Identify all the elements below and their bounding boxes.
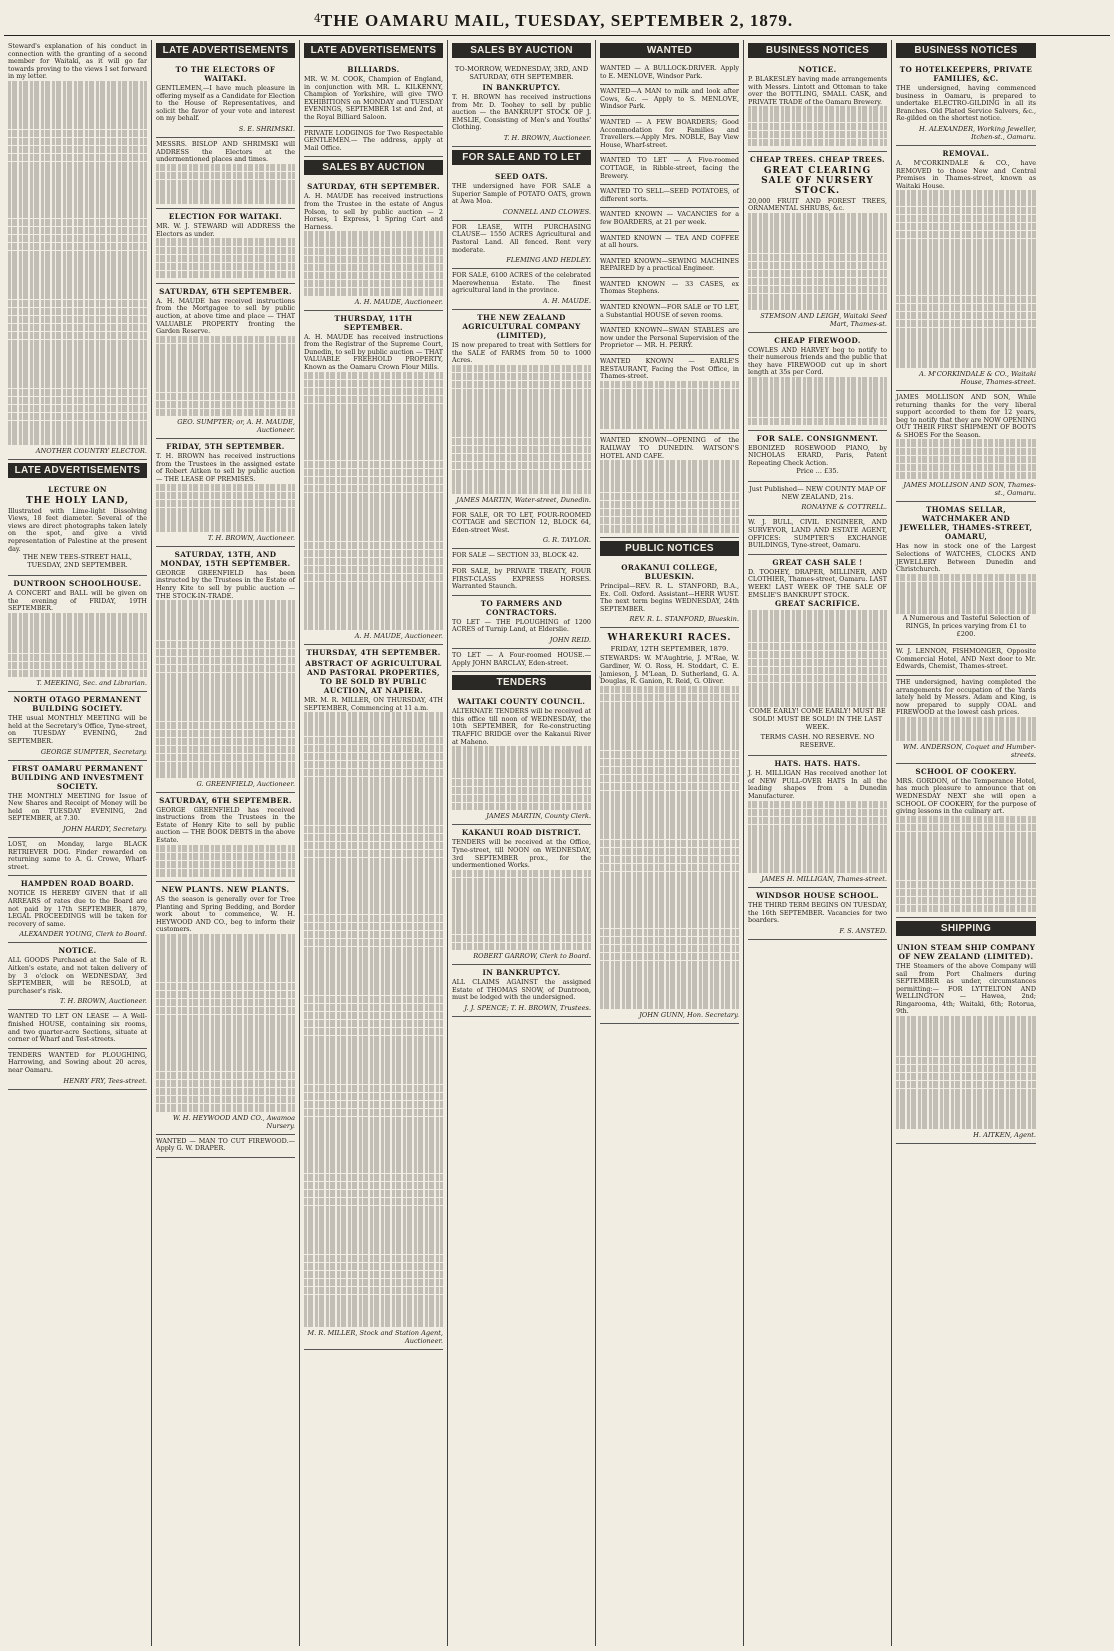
emslie-signature: T. H. BROWN, Auctioneer.: [503, 133, 591, 142]
section-sale-body: FOR SALE — SECTION 33, BLOCK 42.: [452, 551, 579, 560]
column-5: [596, 40, 744, 1646]
cookery-heading: SCHOOL OF COOKERY.: [915, 766, 1017, 776]
windsor-school-ad: [748, 888, 887, 940]
page-number: 4: [314, 12, 321, 25]
council-tender-ad: [452, 694, 591, 825]
section-wanted: WANTED: [600, 43, 739, 58]
cottage-body: FOR SALE, OR TO LET, FOUR-ROOMED COTTAGE and SECTION 12, BLOCK 64, Eden-street West.: [452, 510, 591, 534]
firewood-filler: [748, 377, 887, 425]
column-2: [152, 40, 300, 1646]
snow-claims-body: ALL CLAIMS AGAINST the assigned Estate of THOMAS SNOW, of Duntroon, must be lodged with the undersigned.: [452, 978, 591, 1002]
hats-heading: HATS. HATS. HATS.: [774, 759, 861, 769]
goods-notice-signature: T. H. BROWN, Auctioneer.: [59, 997, 147, 1006]
bull-body: W. J. BULL, CIVIL ENGINEER, AND SURVEYOR, LAND AND ESTATE AGENT, OFFICES: SUMPTER'S EXCHANGE BUILDINGS, Tyne-street, Oamaru.: [748, 518, 887, 550]
emslie-bankruptcy: IN BANKRUPTCY.: [482, 83, 561, 92]
new-plants-filler: [156, 934, 295, 1112]
gilding-heading: TO HOTELKEEPERS, PRIVATE FAMILIES, &C.: [899, 65, 1033, 83]
school-signature: F. S. ANSTED.: [839, 926, 887, 935]
county-map-ad: [748, 482, 887, 516]
council-signature: JAMES MARTIN, County Clerk.: [486, 812, 591, 821]
section-sale-ad: [452, 549, 591, 565]
college-body: Principal—REV. R. L. STANFORD, B.A., Ex. Coll. Oxford. Assistant—HERR WUST. The next term begins WEDNESDAY, 24th SEPTEMBER.: [600, 582, 739, 613]
polson-body: A. H. MAUDE has received instructions from the Trustee in the estate of Angus Polson, to sell by public auction — 2 Horses, 1 Express, 1 Spring Cart and Harness.: [304, 192, 443, 231]
contractors-heading: TO FARMERS AND CONTRACTORS.: [480, 598, 563, 617]
brewery-notice-body: P. BLAKESLEY having made arrangements with Messrs. Lintott and Ottoman to take over the BOTTLING, SMALL CASK, and PRIVATE TRADE of the Oamaru Brewery.: [748, 75, 887, 106]
lennon-ad: [896, 645, 1036, 676]
firewood-heading: CHEAP FIREWOOD.: [774, 335, 861, 345]
wanted-9-body: WANTED KNOWN — 33 CASES, ex Thomas Stephens.: [600, 279, 739, 296]
must-be-sold: COME EARLY! COME EARLY! MUST BE SOLD! MUST BE SOLD! IN THE LAST WEEK.: [749, 707, 886, 732]
steamship-signature: H. AITKEN, Agent.: [973, 1130, 1036, 1139]
clearing-sale-body: 20,000 FRUIT AND FOREST TREES, ORNAMENTAL SHRUBS, &c.: [748, 196, 887, 213]
council-body: ALTERNATE TENDERS will be received at this office till noon of WEDNESDAY, the 10th SEPTEMBER, for Re-constructing TRAFFIC BRIDGE over the Kakanui River at Maheno.: [452, 707, 591, 746]
book-debts-body: GEORGE GREENFIELD has received instructions from the Trustees in the Estate of Henry Kite to sell by public auction — THE BOOK DEBTS in the above Estate.: [156, 805, 295, 845]
wharekuri-races-ad: [600, 628, 739, 1024]
page-title: THE OAMARU MAIL, TUESDAY, SEPTEMBER 2, 1879.: [320, 10, 794, 30]
snow-claims-signature: J. J. SPENCE; T. H. BROWN, Trustees.: [464, 1004, 591, 1013]
seed-oats-signature: CONNELL AND CLOWES.: [502, 207, 591, 216]
stock-auction-filler: [156, 600, 295, 778]
lost-dog-ad: [8, 838, 147, 876]
removal-body: A. M'CORKINDALE & CO., have REMOVED to those New and Central Premises in Thames-street, known as Waitaki House.: [896, 158, 1036, 190]
wanted-13-body: WANTED KNOWN—OPENING of the RAILWAY TO DUNEDIN. WATSON'S HOTEL AND CAFE.: [600, 436, 739, 460]
first-oamaru-heading: FIRST OAMARU PERMANENT BUILDING AND INVESTMENT SOCIETY.: [11, 763, 144, 791]
lecture-body: Illustrated with Lime-light Dissolving Views, 18 feet diameter. Several of the views are direct photographs taken lately on the spot, and give a vivid representation of Palestine at the present day.: [8, 506, 147, 553]
estate-sale-signature: A. H. MAUDE.: [542, 296, 591, 305]
napier-auction: [304, 645, 443, 1350]
hats-ad: [748, 756, 887, 888]
county-map-signature: RONAYNE & COTTRELL.: [801, 503, 887, 512]
lease-auction-body: T. H. BROWN has received instructions from the Trustees in the assigned estate of Robert Aitken to sell by public auction — THE LEASE OF PREMISES.: [156, 452, 295, 484]
sellar-filler: [896, 574, 1036, 614]
toohey-body: D. TOOHEY, DRAPER, MILLINER, AND CLOTHIER, Thames-street, Oamaru. LAST WEEK! LAST WEEK OF THE SALE OF EMSLIE'S BANKRUPT STOCK.: [748, 567, 887, 599]
section-business-notices: BUSINESS NOTICES: [748, 43, 887, 58]
hats-body: J. H. MILLIGAN Has received another lot of NEW PULL-OVER HATS In all the leading shapes from a Dunedin Manufacturer.: [748, 769, 887, 801]
billiards-heading: BILLIARDS.: [347, 65, 400, 74]
firewood-wanted-body: WANTED — MAN TO CUT FIREWOOD.—Apply G. W. DRAPER.: [156, 1136, 295, 1153]
house-let-ad: [452, 649, 591, 672]
mollison-signature: JAMES MOLLISON AND SON, Thames-st., Oamaru.: [903, 481, 1036, 498]
toohey-sale-ad: [748, 555, 887, 757]
kakanui-tender-ad: [452, 825, 591, 965]
hats-signature: JAMES H. MILLIGAN, Thames-street.: [761, 874, 887, 883]
section-sales-auction: SALES BY AUCTION: [304, 160, 443, 175]
napier-filler: [304, 712, 443, 1327]
nz-agricultural-signature: JAMES MARTIN, Water-street, Dunedin.: [456, 495, 591, 504]
section-shipping: SHIPPING: [896, 921, 1036, 936]
wanted-1-body: WANTED — A BULLOCK-DRIVER. Apply to E. MENLOVE, Windsor Park.: [600, 64, 739, 80]
steward-filler: [156, 238, 295, 278]
wanted-13: [600, 434, 739, 538]
wanted-11: [600, 324, 739, 355]
gilding-signature: H. ALEXANDER, Working Jeweller, Itchen-st., Oamaru.: [919, 124, 1036, 141]
garden-auction-body: A. H. MAUDE has received instructions from the Mortgagee to sell by public auction, at above time and place — THAT VALUABLE PROPERTY fronting the Garden Reserve.: [156, 296, 295, 336]
wanted-9: [600, 278, 739, 301]
seed-oats-body: THE undersigned have FOR SALE a Superior Sample of POTATO OATS, grown at Awa Moa.: [452, 181, 591, 206]
steward-body: MR. W. J. STEWARD will ADDRESS the Electors as under.: [156, 222, 295, 238]
piano-heading: FOR SALE. CONSIGNMENT.: [756, 433, 879, 443]
coal-filler: [896, 717, 1036, 741]
section-tenders: TENDERS: [452, 675, 591, 690]
section-late-ads-2: LATE ADVERTISEMENTS: [156, 43, 295, 58]
book-debts-filler: [156, 845, 295, 877]
estate-sale-body: FOR SALE, 6100 ACRES of the celebrated Maerewhenua Estate. The finest agricultural land in the province.: [452, 271, 591, 295]
nursery-sale-ad: [748, 152, 887, 333]
hats-filler: [748, 801, 887, 873]
napier-date: THURSDAY, 4TH SEPTEMBER.: [306, 648, 441, 658]
new-plants-heading: NEW PLANTS. NEW PLANTS.: [161, 885, 290, 894]
wanted-6-body: WANTED KNOWN — VACANCIES for a few BOARDERS, at 21 per week.: [600, 210, 739, 226]
book-debts-auction: [156, 793, 295, 882]
removal-heading: REMOVAL.: [942, 148, 990, 158]
wanted-10-body: WANTED KNOWN—FOR SALE or TO LET, a Substantial HOUSE of seven rooms.: [600, 303, 739, 319]
otago-body: THE usual MONTHLY MEETING will be held at the Secretary's Office, Tyne-street, on TUESDAY EVENING, 2nd SEPTEMBER.: [8, 714, 147, 746]
brewery-notice-ad: [748, 62, 887, 152]
wanted-7: [600, 232, 739, 255]
clearing-sale-signature: STEMSON AND LEIGH, Waitaki Seed Mart, Thames-st.: [760, 311, 887, 328]
wanted-10: [600, 301, 739, 324]
new-plants-signature: W. H. HEYWOOD AND CO., Awamoa Nursery.: [172, 1113, 295, 1130]
polson-date: SATURDAY, 6TH SEPTEMBER.: [307, 182, 440, 192]
kakanui-signature: ROBERT GARROW, Clerk to Board.: [473, 952, 591, 961]
polson-signature: A. H. MAUDE, Auctioneer.: [354, 297, 443, 306]
union-steamship-ad: [896, 940, 1036, 1144]
first-oamaru-ad: [8, 761, 147, 838]
lease-house-body: WANTED TO LET ON LEASE — A Well-finished HOUSE, containing six rooms, and two quarter-acre Sections, situate at corner of Wharf and Test-streets.: [8, 1012, 147, 1044]
section-late-ads-3: LATE ADVERTISEMENTS: [304, 43, 443, 58]
nz-agricultural-ad: [452, 310, 591, 509]
new-plants-ad: [156, 882, 295, 1135]
estate-sale-ad: [452, 269, 591, 310]
clearing-sale-title: GREAT CLEARING SALE OF NURSERY STOCK.: [761, 165, 874, 196]
garden-auction-signature: GEO. SUMPTER; or, A. H. MAUDE, Auctioneer.: [177, 418, 295, 435]
nz-agricultural-filler: [452, 365, 591, 494]
duntroon-ad: [8, 576, 147, 692]
snow-claims-ad: [452, 965, 591, 1017]
lease-land-ad: [452, 221, 591, 269]
stock-auction-signature: G. GREENFIELD, Auctioneer.: [196, 779, 295, 788]
napier-signature: M. R. MILLER, Stock and Station Agent, Auctioneer.: [307, 1328, 443, 1345]
cheap-trees-heading: CHEAP TREES. CHEAP TREES.: [750, 154, 885, 164]
piano-body: EBONIZED ROSEWOOD PIANO, by NICHOLAS ERARD, Paris, Patent Repeating Check Action.: [748, 443, 887, 467]
steamship-filler: [896, 1016, 1036, 1129]
stock-auction-date: SATURDAY, 13TH, AND MONDAY, 15TH SEPTEMBER.: [160, 549, 291, 568]
lost-dog-body: LOST, on Monday, large BLACK RETRIEVER DOG. Finder rewarded on returning same to A. G. Crowe, Wharf-street.: [8, 840, 147, 871]
kakanui-body: TENDERS will be received at the Office, Tyne-street, till NOON on WEDNESDAY, 3rd SEPTEMBER prox., for the undermentioned Works.: [452, 838, 591, 870]
new-plants-body: AS the season is generally over for Tree Planting and Spring Bedding, and Border work about to commence, W. H. HEYWOOD AND CO., beg to inform their customers.: [156, 895, 295, 934]
coal-body: THE undersigned, having completed the arrangements for occupation of the Yards lately held by Messrs. Adam and King, is now prepared to supply COAL and FIREWOOD at the lowest cash prices.: [896, 678, 1036, 717]
firewood-wanted-ad: [156, 1135, 295, 1158]
lease-auction-date: FRIDAY, 5TH SEPTEMBER.: [166, 442, 285, 452]
cottage-ad: [452, 509, 591, 550]
letter-ad: [8, 40, 147, 460]
mollison-filler: [896, 439, 1036, 479]
council-filler: [452, 746, 591, 810]
removal-ad: [896, 146, 1036, 391]
piano-ad: [748, 431, 887, 483]
lodgings-ad: [304, 127, 443, 158]
piano-price: Price ... £35.: [796, 467, 839, 476]
brewery-notice-filler: [748, 106, 887, 146]
wanted-1: [600, 62, 739, 85]
orakanui-college-ad: [600, 560, 739, 628]
hampden-heading: HAMPDEN ROAD BOARD.: [20, 879, 135, 889]
steamship-body: THE Steamers of the above Company will sail from Port Chalmers during SEPTEMBER as under, circumstances permitting:— FOR LYTTELTON AND WELLINGTON — Hawea, 2nd; Ringarooma, 4th; Waitaki, 6th; Rotorua, 9th.: [896, 961, 1036, 1016]
lease-land-signature: FLEMING AND HEDLEY.: [506, 256, 591, 265]
seed-oats-ad: [452, 169, 591, 221]
races-signature: JOHN GUNN, Hon. Secretary.: [639, 1011, 739, 1019]
flour-mills-auction: [304, 311, 443, 645]
kakanui-filler: [452, 870, 591, 950]
firewood-ad: [748, 333, 887, 431]
first-oamaru-body: THE MONTHLY MEETING for Issue of New Shares and Receipt of Money will be held on TUESDAY EVENING, 2nd SEPTEMBER, at 7.30.: [8, 791, 147, 823]
ploughing-let-signature: JOHN REID.: [549, 636, 591, 645]
book-debts-date: SATURDAY, 6TH SEPTEMBER.: [159, 795, 292, 805]
wanted-3-body: WANTED — A FEW BOARDERS; Good Accommodation for Families and Travellers.—Apply Mrs. NOBLE, Bay View House, Wharf-street.: [600, 117, 739, 149]
lecture-venue: THE NEW TEES-STREET HALL, TUESDAY, 2ND SEPTEMBER.: [23, 553, 132, 570]
seed-oats-heading: SEED OATS.: [494, 171, 549, 181]
first-oamaru-signature: JOHN HARDY, Secretary.: [63, 825, 147, 834]
wanted-6: [600, 208, 739, 231]
bull-engineer-ad: [748, 516, 887, 554]
council-heading: WAITAKI COUNTY COUNCIL.: [457, 697, 586, 707]
school-body: THE THIRD TERM BEGINS ON TUESDAY, the 16th SEPTEMBER. Vacancies for two boarders.: [748, 900, 887, 925]
firewood-body: COWLES AND HARVEY beg to notify to their numerous friends and the public that they have FIREWOOD cut up in short length at 35s per Cord.: [748, 345, 887, 377]
wanted-3: [600, 116, 739, 154]
goods-notice-heading: NOTICE.: [58, 946, 97, 956]
lecture-title: THE HOLY LAND,: [25, 495, 129, 506]
sellar-body: Has now in stock one of the Largest Selections of WATCHES, CLOCKS AND JEWELLERY Between Dunedin and Christchurch.: [896, 542, 1036, 574]
electors-body: GENTLEMEN,—I have much pleasure in offering myself as a Candidate for Election to the House of Representatives, and solicit the favor of your vote and interest on my behalf.: [156, 84, 295, 123]
emslie-body: T. H. BROWN has received instructions from Mr. D. Toohey to sell by public auction — the BANKRUPT STOCK OF J. EMSLIE, Consisting of Men's and Youths' Clothing.: [452, 93, 591, 132]
shrimski-ad: [156, 138, 295, 209]
clearing-sale-filler: [748, 213, 887, 310]
section-sales-auction-2: SALES BY AUCTION: [452, 43, 591, 58]
cash-sale-heading: GREAT CASH SALE !: [772, 557, 863, 567]
column-7: [892, 40, 1040, 1646]
section-for-sale-let: FOR SALE AND TO LET: [452, 150, 591, 165]
wanted-5: [600, 185, 739, 208]
lennon-body: W. J. LENNON, FISHMONGER, Opposite Commercial Hotel, AND Next door to Mr. Edwards, Chemist, Thames-street.: [896, 647, 1036, 671]
wanted-2: [600, 85, 739, 116]
letter-signature: ANOTHER COUNTRY ELECTOR.: [35, 446, 147, 455]
wanted-12-body: WANTED KNOWN — EARLE'S RESTAURANT, Facing the Post Office, in Thames-street.: [600, 357, 739, 381]
ploughing-let-ad: [452, 596, 591, 649]
letter-filler: [8, 81, 147, 445]
section-public-notices: PUBLIC NOTICES: [600, 541, 739, 556]
coal-signature: WM. ANDERSON, Coquet and Humber-streets.: [902, 742, 1036, 759]
garden-auction-filler: [156, 336, 295, 416]
wanted-12-filler: [600, 381, 739, 429]
garden-auction-date: SATURDAY, 6TH SEPTEMBER.: [159, 286, 292, 296]
sacrifice-heading: GREAT SACRIFICE.: [774, 599, 860, 609]
cottage-signature: G. R. TAYLOR.: [542, 536, 591, 545]
columns: [4, 40, 1110, 1646]
column-6: [744, 40, 892, 1646]
electors-heading: TO THE ELECTORS OF WAITAKI.: [175, 65, 276, 83]
section-business-notices-2: BUSINESS NOTICES: [896, 43, 1036, 58]
removal-signature: A. M'CORKINDALE & CO., Waitaki House, Thames-street.: [919, 369, 1036, 386]
hampden-body: NOTICE IS HEREBY GIVEN that if all ARREARS of rates due to the Board are not paid by 17th SEPTEMBER, 1879, LEGAL PROCEEDINGS will be taken for recovery of same.: [8, 889, 147, 928]
duntroon-body: A CONCERT and BALL will be given on the evening of FRIDAY, 19TH SEPTEMBER.: [8, 589, 147, 613]
lease-land-body: FOR LEASE, WITH PURCHASING CLAUSE— 1550 ACRES Agricultural and Pastoral Land. All fenced. Rent very moderate.: [452, 222, 591, 254]
column-3: [300, 40, 448, 1646]
duntroon-signature: T. MEEKING, Sec. and Librarian.: [36, 679, 147, 688]
flour-mills-date: THURSDAY, 11TH SEPTEMBER.: [334, 313, 413, 332]
house-let-body: TO LET — A Four-roomed HOUSE.— Apply JOHN BARCLAY, Eden-street.: [452, 651, 591, 667]
sellar-heading: THOMAS SELLAR, WATCHMAKER AND JEWELLER, THAMES-STREET, OAMARU,: [899, 505, 1033, 542]
hampden-ad: [8, 876, 147, 943]
billiards-ad: [304, 62, 443, 127]
races-heading: WHAREKURI RACES.: [607, 633, 732, 644]
cookery-body: MRS. GORDON, of the Temperance Hotel, has much pleasure to announce that on WEDNESDAY NEXT she will open a SCHOOL OF COOKERY, for the purpose of giving lessons in the culinary art.: [896, 776, 1036, 816]
shrimski-body: MESSRS. BISLOP AND SHRIMSKI will ADDRESS the Electors at the undermentioned places and times.: [156, 139, 295, 164]
column-1: [4, 40, 152, 1646]
steward-ad: [156, 209, 295, 284]
terms-cash: TERMS CASH. NO RESERVE. NO RESERVE.: [760, 733, 875, 750]
ploughing-tender-body: TENDERS WANTED for PLOUGHING, Harrowing, and Sowing about 20 acres, near Oamaru.: [8, 1050, 147, 1074]
electors-ad: [156, 62, 295, 138]
brewery-notice-heading: NOTICE.: [798, 65, 837, 74]
steward-heading: ELECTION FOR WAITAKI.: [168, 212, 283, 222]
mollison-ad: [896, 391, 1036, 503]
emslie-date: TO-MORROW, WEDNESDAY, 3RD, AND SATURDAY, 6TH SEPTEMBER.: [454, 65, 589, 81]
otago-signature: GEORGE SUMPTER, Secretary.: [40, 747, 147, 756]
section-late-ads: LATE ADVERTISEMENTS: [8, 463, 147, 478]
goods-notice-body: ALL GOODS Purchased at the Sale of R. Aitken's estate, and not taken delivery of by 3 o'clock on WEDNESDAY, 3rd SEPTEMBER, will be RESOLD, at purchaser's risk.: [8, 956, 147, 995]
wanted-13-filler: [600, 460, 739, 532]
column-4: [448, 40, 596, 1646]
kakanui-heading: KAKANUI ROAD DISTRICT.: [461, 828, 582, 838]
duntroon-heading: DUNTROON SCHOOLHOUSE.: [13, 579, 142, 589]
gilding-body: THE undersigned, having commenced business in Oamaru, is prepared to undertake ELECTRO-GILDING in all its Branches. Old Plated Service Salvers, &c., Re-gilded on the shortest notice.: [896, 84, 1036, 123]
electro-gilding-ad: [896, 62, 1036, 146]
removal-filler: [896, 190, 1036, 368]
electors-signature: S. E. SHRIMSKI.: [238, 124, 295, 133]
nz-agricultural-heading: THE NEW ZEALAND AGRICULTURAL COMPANY (LIMITED),: [462, 312, 581, 340]
coal-ad: [896, 676, 1036, 764]
polson-auction: [304, 179, 443, 310]
wanted-5-body: WANTED TO SELL—SEED POTATOES, of different sorts.: [600, 187, 739, 203]
emslie-auction: [452, 62, 591, 147]
county-map-heading: Just Published— NEW COUNTY MAP OF NEW ZEALAND, 21s.: [749, 485, 886, 502]
lease-auction-filler: [156, 484, 295, 532]
wanted-7-body: WANTED KNOWN — TEA AND COFFEE at all hours.: [600, 233, 739, 250]
lecture-ad: [8, 482, 147, 577]
shrimski-filler: [156, 164, 295, 204]
sellar-ad: [896, 502, 1036, 645]
stock-in-trade-auction: [156, 547, 295, 793]
toohey-filler: [748, 610, 887, 707]
masthead: [4, 6, 1110, 36]
letter-intro: Steward's explanation of his conduct in connection with the granting of a second member for Waitaki, as it will go far towards proving to the views I set forward in my letter.: [8, 42, 147, 81]
duntroon-filler: [8, 613, 147, 677]
stock-auction-body: GEORGE GREENFIELD has been instructed by the Trustees in the Estate of Henry Kite to sell by public auction — THE STOCK-IN-TRADE.: [156, 568, 295, 600]
wanted-4: [600, 154, 739, 185]
races-body: STEWARDS: W. M'Aughtrie, J. M'Rae, W. Gardiner, W. O. Ross, H. Stoddart, C. E. Jamieson, J. M'Lean, D. Sutherland, G. A. Douglas, R. Ganion, R. Reid, G. Oliver.: [600, 654, 739, 686]
horses-body: FOR SALE, by PRIVATE TREATY, FOUR FIRST-CLASS EXPRESS HORSES. Warranted Staunch.: [452, 567, 591, 591]
napier-heading: ABSTRACT OF AGRICULTURAL AND PASTORAL PROPERTIES, TO BE SOLD BY PUBLIC AUCTION, AT NAPIER.: [305, 659, 442, 696]
ploughing-tender-ad: [8, 1049, 147, 1090]
snow-bankruptcy: IN BANKRUPTCY.: [482, 968, 561, 978]
lease-house-ad: [8, 1010, 147, 1048]
garden-reserve-auction: [156, 284, 295, 439]
sellar-rings: A Numerous and Tasteful Selection of RINGS, In prices varying from £1 to £200.: [902, 614, 1030, 639]
cookery-ad: [896, 764, 1036, 918]
flour-mills-body: A. H. MAUDE has received instructions from the Registrar of the Supreme Court, Dunedin, to sell by public auction — THAT VALUABLE FREEHOLD PROPERTY, Known as the Oamaru Crown Flour Mills.: [304, 332, 443, 371]
races-filler: [600, 686, 739, 1009]
flour-mills-signature: A. H. MAUDE, Auctioneer.: [354, 632, 443, 641]
otago-heading: NORTH OTAGO PERMANENT BUILDING SOCIETY.: [13, 695, 142, 714]
wanted-11-body: WANTED KNOWN—SWAN STABLES are now under the Personal Supervision of the Proprietor — MR. H. PERRY.: [600, 326, 739, 350]
college-signature: REV. R. L. STANFORD, Blueskin.: [629, 615, 739, 624]
lease-auction-signature: T. H. BROWN, Auctioneer.: [207, 533, 295, 542]
wanted-12: [600, 355, 739, 434]
steamship-heading: UNION STEAM SHIP COMPANY OF NEW ZEALAND (LIMITED).: [896, 942, 1036, 961]
ploughing-let-body: TO LET — THE PLOUGHING of 1200 ACRES of Turnip Land, at Elderslie.: [452, 617, 591, 634]
mollison-body: JAMES MOLLISON AND SON, While returning thanks for the very liberal support accorded to them for 12 years, beg to notify that they are NOW OPENING OUT THEIR FIRST SHIPMENT OF BOOTS & SHOES For the Season.: [896, 392, 1036, 439]
otago-society-ad: [8, 692, 147, 760]
horses-ad: [452, 565, 591, 596]
lodgings-body: PRIVATE LODGINGS for Two Respectable GENTLEMEN.— The address, apply at Mail Office.: [304, 128, 443, 152]
school-heading: WINDSOR HOUSE SCHOOL.: [756, 890, 879, 900]
hampden-signature: ALEXANDER YOUNG, Clerk to Board.: [19, 930, 147, 939]
flour-mills-filler: [304, 372, 443, 631]
goods-notice-ad: [8, 943, 147, 1010]
college-heading: ORAKANUI COLLEGE, BLUESKIN.: [621, 563, 718, 581]
nz-agricultural-body: IS now prepared to treat with Settlers for the SALE of FARMS from 50 to 1000 Acres.: [452, 340, 591, 365]
polson-filler: [304, 231, 443, 295]
wanted-8-body: WANTED KNOWN—SEWING MACHINES REPAIRED by a practical Engineer.: [600, 256, 739, 273]
lecture-heading: LECTURE ON: [48, 484, 107, 494]
napier-body: MR. M. R. MILLER, ON THURSDAY, 4TH SEPTEMBER, Commencing at 11 a.m.: [304, 696, 443, 712]
wanted-4-body: WANTED TO LET — A Five-roomed COTTAGE, in Ribble-street, facing the Brewery.: [600, 156, 739, 180]
cookery-filler: [896, 816, 1036, 913]
ploughing-tender-signature: HENRY FRY, Tees-street.: [63, 1076, 147, 1085]
lease-premises-auction: [156, 439, 295, 546]
wanted-2-body: WANTED—A MAN to milk and look after Cows, &c. — Apply to S. MENLOVE, Windsor Park.: [600, 87, 739, 111]
billiards-body: MR. W. M. COOK, Champion of England, in conjunction with MR. L. KILKENNY, Champion of Yorkshire, will give TWO EXHIBITIONS on MONDAY and TUESDAY EVENINGS, SEPTEMBER 1st and 2nd, at the Royal Billiard Saloon.: [304, 75, 443, 121]
races-date: FRIDAY, 12TH SEPTEMBER, 1879.: [610, 645, 729, 654]
wanted-8: [600, 255, 739, 278]
